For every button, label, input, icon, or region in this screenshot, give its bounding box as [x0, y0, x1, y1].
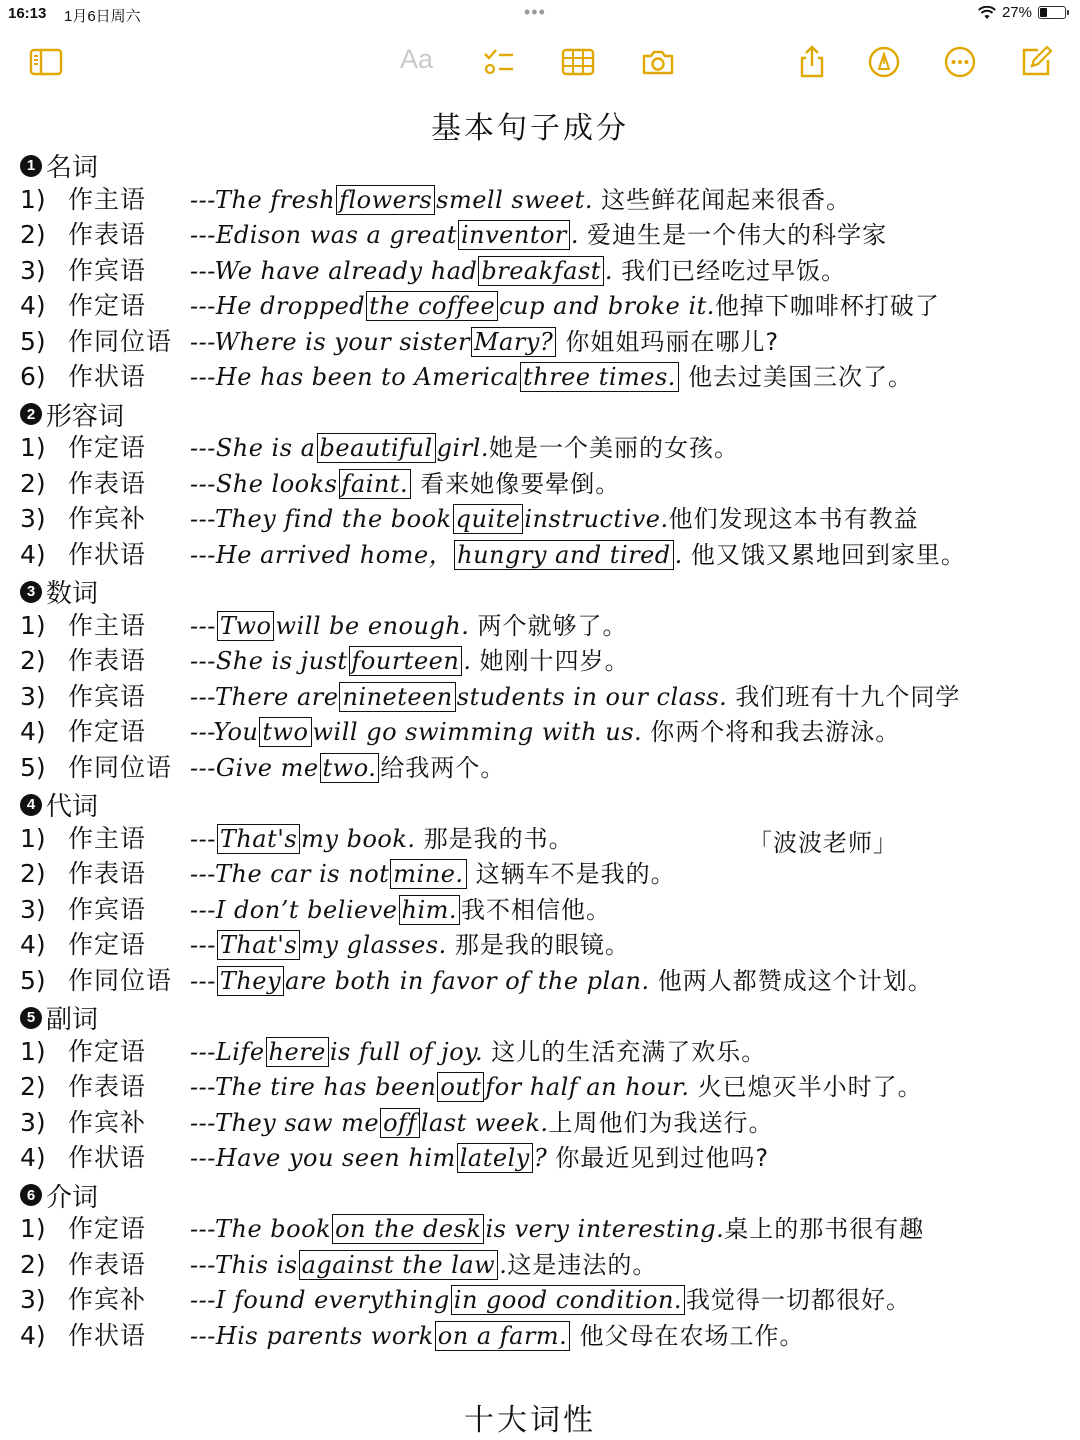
row-index: 2): [20, 646, 46, 675]
row-index: 1): [20, 1214, 46, 1243]
highlighted-word: him.: [399, 895, 461, 925]
example-sentence: [190, 715, 900, 749]
grammar-role: 作表语: [68, 646, 147, 675]
row-index: 2): [20, 859, 46, 888]
sentence-prefix: ---The tire has been: [190, 1073, 437, 1101]
grammar-role: 作表语: [68, 1072, 147, 1101]
highlighted-word: breakfast: [478, 256, 604, 286]
row-index: 5): [20, 326, 46, 356]
example-row: [20, 857, 1060, 891]
grammar-role: 作定语: [68, 1214, 147, 1243]
chinese-translation: 他去过美国三次了。: [688, 363, 914, 391]
example-row: [20, 1283, 1060, 1317]
highlighted-word: on a farm.: [435, 1321, 571, 1351]
example-sentence: [190, 1319, 804, 1353]
sentence-suffix: .: [674, 540, 691, 569]
example-row: [20, 1319, 1060, 1353]
highlighted-word: two: [259, 717, 311, 747]
example-sentence: [190, 289, 940, 323]
chinese-translation: 他们发现这本书有教益: [668, 505, 919, 533]
chinese-translation: 看来她像要晕倒。: [420, 469, 621, 498]
example-sentence: [190, 502, 919, 536]
grammar-role: 作主语: [68, 184, 147, 214]
highlighted-word: off: [380, 1108, 420, 1138]
example-sentence: [190, 1035, 766, 1069]
highlighted-word: That's: [217, 930, 300, 960]
example-row: [20, 183, 1060, 217]
pen-tip-icon: [866, 44, 902, 80]
sentence-prefix: ---You: [190, 718, 259, 746]
sentence-prefix: ---There are: [190, 682, 339, 711]
grammar-role: 作状语: [68, 539, 147, 569]
sentence-suffix: cup and broke it.: [499, 292, 715, 320]
chinese-translation: 那是我的书。: [423, 824, 574, 853]
example-row: [20, 928, 1060, 962]
highlighted-word: on the desk: [332, 1214, 484, 1244]
highlighted-word: flowers: [336, 185, 435, 215]
highlighted-word: out: [437, 1072, 484, 1102]
row-index: 3): [20, 255, 46, 285]
example-row: [20, 1212, 1060, 1246]
highlighted-word: They: [217, 966, 284, 996]
compose-button[interactable]: [1016, 42, 1056, 82]
example-sentence: [190, 893, 611, 927]
chinese-translation: 他父母在农场工作。: [579, 1321, 805, 1350]
sentence-prefix: ---: [190, 824, 216, 853]
chinese-translation: 我觉得一切都很好。: [686, 1286, 912, 1314]
sentence-prefix: ---His parents work: [190, 1321, 434, 1350]
grammar-role: 作定语: [68, 291, 147, 320]
example-sentence: [190, 644, 630, 678]
row-index: 5): [20, 965, 46, 995]
row-index: 1): [20, 610, 46, 640]
example-row: [20, 1141, 1060, 1175]
example-row: [20, 467, 1060, 501]
status-time: 16:13: [8, 5, 47, 22]
row-index: 4): [20, 291, 46, 320]
section-heading: [20, 786, 98, 823]
wifi-icon: [978, 6, 996, 20]
example-sentence: [190, 218, 887, 252]
multitasking-dots[interactable]: •••: [524, 2, 546, 22]
highlighted-word: nineteen: [339, 682, 455, 712]
camera-button[interactable]: [638, 42, 678, 82]
example-row: [20, 822, 1060, 856]
chinese-translation: 这儿的生活充满了欢乐。: [491, 1037, 767, 1066]
grammar-role: 作定语: [68, 433, 147, 462]
section-heading: [20, 396, 124, 433]
sentence-suffix: last week.: [420, 1108, 549, 1137]
example-sentence: [190, 1106, 774, 1140]
example-sentence: [190, 1070, 923, 1104]
sentence-prefix: ---Give me: [190, 753, 319, 782]
row-index: 6): [20, 362, 46, 391]
row-index: 4): [20, 930, 46, 959]
grammar-role: 作定语: [68, 930, 147, 959]
battery-icon: [1038, 6, 1066, 19]
example-sentence: [190, 183, 851, 217]
row-index: 1): [20, 823, 46, 853]
sentence-prefix: ---Have you seen him: [190, 1144, 456, 1172]
grammar-role: 作状语: [68, 1320, 147, 1350]
sentence-suffix: students in our class.: [456, 682, 736, 711]
sentence-prefix: ---We have already had: [190, 256, 478, 285]
example-sentence: [190, 1248, 657, 1282]
sentence-prefix: ---He dropped: [190, 292, 366, 320]
highlighted-word: lately: [457, 1143, 533, 1173]
highlighted-word: Two: [217, 611, 275, 641]
notes-toolbar: [0, 36, 1080, 86]
markup-button[interactable]: [864, 42, 904, 82]
highlighted-word: That's: [217, 824, 300, 854]
sentence-suffix: my book.: [301, 824, 424, 853]
row-index: 4): [20, 1320, 46, 1350]
chinese-translation: 上周他们为我送行。: [548, 1108, 774, 1137]
compose-icon: [1018, 44, 1054, 80]
example-row: [20, 715, 1060, 749]
section-title: 副词: [46, 1005, 99, 1035]
grammar-role: 作宾语: [68, 681, 147, 711]
example-row: [20, 360, 1060, 394]
status-date: 1月6日周六: [64, 8, 141, 25]
sidebar-toggle-button[interactable]: [26, 42, 66, 82]
sentence-suffix: .: [463, 647, 480, 675]
more-icon: [942, 44, 978, 80]
grammar-role: 作同位语: [68, 326, 173, 356]
sidebar-icon: [28, 44, 64, 80]
format-button[interactable]: Aa: [400, 44, 434, 74]
row-index: 3): [20, 504, 46, 533]
share-button[interactable]: [792, 42, 832, 82]
grammar-role: 作宾补: [68, 1285, 147, 1314]
section-number: 4: [20, 794, 42, 816]
sentence-suffix: [468, 860, 476, 888]
grammar-role: 作定语: [68, 717, 147, 746]
sentence-suffix: .: [499, 1250, 508, 1279]
checklist-icon: [480, 44, 516, 80]
table-button[interactable]: [558, 42, 598, 82]
grammar-role: 作定语: [68, 1036, 147, 1066]
chinese-translation: 她刚十四岁。: [479, 647, 630, 675]
example-row: [20, 1035, 1060, 1069]
more-button[interactable]: [940, 42, 980, 82]
section-title: 数词: [46, 579, 99, 609]
sentence-prefix: ---He has been to America: [190, 363, 520, 391]
row-index: 3): [20, 1107, 46, 1137]
sentence-prefix: ---He arrived home，: [190, 540, 454, 569]
grammar-role: 作状语: [68, 362, 147, 391]
next-heading: 十大词性: [464, 1403, 596, 1438]
chinese-translation: 火已熄灭半小时了。: [697, 1073, 923, 1101]
example-sentence: [190, 1212, 924, 1246]
chinese-translation: 他两人都赞成这个计划。: [657, 966, 933, 995]
highlighted-word: three times.: [520, 362, 679, 392]
note-title: 基本句子成分: [431, 111, 629, 146]
sentence-suffix: .: [604, 256, 622, 285]
example-row: [20, 1070, 1060, 1104]
chinese-translation: 那是我的眼镜。: [454, 931, 630, 959]
highlighted-word: beautiful: [317, 433, 436, 463]
example-row: [20, 1248, 1060, 1282]
example-row: [20, 964, 1060, 998]
section-heading: [20, 999, 98, 1036]
sentence-suffix: for half an hour.: [485, 1073, 698, 1101]
sentence-suffix: .: [570, 221, 588, 249]
section-title: 代词: [46, 792, 99, 822]
section-title: 介词: [46, 1182, 99, 1213]
example-row: [20, 644, 1060, 678]
sentence-suffix: will go swimming with us.: [312, 718, 651, 746]
grammar-role: 作主语: [68, 823, 147, 853]
sentence-prefix: ---The book: [190, 1215, 332, 1243]
example-sentence: [190, 431, 739, 465]
example-sentence: [190, 964, 933, 998]
row-index: 4): [20, 539, 46, 569]
row-index: 1): [20, 184, 46, 214]
grammar-role: 作同位语: [68, 752, 173, 782]
grammar-role: 作表语: [68, 1249, 147, 1279]
example-sentence: [190, 1283, 911, 1317]
example-row: [20, 893, 1060, 927]
row-index: 4): [20, 1143, 46, 1172]
sentence-prefix: ---She looks: [190, 469, 338, 498]
battery-percent: 27%: [1001, 4, 1032, 21]
highlighted-word: quite: [453, 504, 524, 534]
example-sentence: [190, 325, 779, 359]
sentence-suffix: will be enough.: [275, 611, 478, 640]
highlighted-word: fourteen: [349, 646, 463, 676]
row-index: 1): [20, 433, 46, 462]
row-index: 3): [20, 1285, 46, 1314]
grammar-role: 作表语: [68, 220, 147, 249]
chinese-translation: 这些鲜花闻起来很香。: [601, 185, 852, 214]
example-sentence: [190, 360, 913, 394]
sentence-suffix: smell sweet.: [436, 185, 602, 214]
grammar-role: 作宾语: [68, 255, 147, 285]
section-heading: [20, 147, 98, 184]
example-row: [20, 218, 1060, 252]
chinese-translation: 你最近见到过他吗?: [555, 1144, 770, 1172]
sentence-prefix: ---They find the book: [190, 505, 452, 533]
grammar-role: 作宾补: [68, 1107, 147, 1137]
section-number: 1: [20, 155, 42, 177]
chinese-translation: 我们班有十九个同学: [735, 682, 961, 711]
sentence-prefix: ---She is a: [190, 434, 316, 462]
sentence-prefix: ---I found everything: [190, 1286, 450, 1314]
sentence-suffix: [680, 363, 688, 391]
chinese-translation: 这辆车不是我的。: [475, 860, 676, 888]
chinese-translation: 给我两个。: [380, 753, 506, 782]
sentence-prefix: ---The fresh: [190, 185, 336, 214]
grammar-role: 作主语: [68, 610, 147, 640]
row-index: 2): [20, 468, 46, 498]
example-row: [20, 1106, 1060, 1140]
highlighted-word: inventor: [458, 220, 570, 250]
section-number: 6: [20, 1184, 42, 1206]
row-index: 2): [20, 1072, 46, 1101]
sentence-prefix: ---: [190, 966, 216, 995]
chinese-translation: 两个就够了。: [477, 611, 628, 640]
highlighted-word: faint.: [339, 469, 412, 499]
sentence-suffix: ?: [533, 1144, 556, 1172]
sentence-prefix: ---The car is not: [190, 860, 390, 888]
example-row: [20, 680, 1060, 714]
chinese-translation: 她是一个美丽的女孩。: [489, 434, 739, 462]
sentence-suffix: girl.: [436, 434, 489, 462]
sentence-prefix: ---Where is your sister: [190, 327, 470, 356]
row-index: 3): [20, 894, 46, 924]
sentence-prefix: ---Life: [190, 1037, 265, 1066]
highlighted-word: Mary?: [471, 327, 556, 357]
highlighted-word: two.: [320, 753, 380, 783]
example-sentence: [190, 467, 620, 501]
example-sentence: [190, 680, 960, 714]
sentence-prefix: ---They saw me: [190, 1108, 380, 1137]
chinese-translation: 这是违法的。: [507, 1250, 658, 1279]
row-index: 4): [20, 717, 46, 746]
table-icon: [560, 44, 596, 80]
grammar-role: 作表语: [68, 859, 147, 888]
row-index: 1): [20, 1036, 46, 1066]
example-sentence: [190, 538, 966, 572]
example-row: [20, 289, 1060, 323]
example-row: [20, 538, 1060, 572]
grammar-role: 作宾语: [68, 894, 147, 924]
sentence-suffix: is very interesting.: [485, 1215, 725, 1243]
grammar-role: 作同位语: [68, 965, 173, 995]
example-row: [20, 325, 1060, 359]
section-heading: [20, 1177, 98, 1214]
sentence-prefix: ---She is just: [190, 647, 348, 675]
chinese-translation: 爱迪生是一个伟大的科学家: [587, 221, 888, 249]
example-sentence: [190, 609, 628, 643]
highlighted-word: hungry and tired: [454, 540, 674, 570]
row-index: 2): [20, 220, 46, 249]
row-index: 3): [20, 681, 46, 711]
sentence-prefix: ---: [190, 611, 216, 640]
section-number: 5: [20, 1007, 42, 1029]
chinese-translation: 你两个将和我去游泳。: [650, 718, 901, 746]
section-number: 3: [20, 581, 42, 603]
highlighted-word: against the law: [299, 1250, 499, 1280]
status-bar: [0, 0, 1080, 30]
section-number: 2: [20, 403, 42, 425]
sentence-suffix: are both in favor of the plan.: [285, 966, 658, 995]
sentence-suffix: is full of joy.: [329, 1037, 492, 1066]
example-row: [20, 254, 1060, 288]
grammar-role: 作宾补: [68, 504, 147, 533]
sentence-prefix: ---Edison was a great: [190, 221, 457, 249]
chinese-translation: 桌上的那书很有趣: [724, 1215, 925, 1243]
example-sentence: [190, 822, 574, 856]
section-heading: [20, 573, 98, 610]
highlighted-word: here: [266, 1037, 329, 1067]
camera-icon: [640, 44, 676, 80]
example-row: [20, 609, 1060, 643]
sentence-prefix: ---: [190, 931, 216, 959]
status-right: [978, 4, 1066, 21]
chinese-translation: 你姐姐玛丽在哪儿?: [565, 327, 780, 356]
example-sentence: [190, 1141, 769, 1175]
chinese-translation: 他掉下咖啡杯打破了: [714, 292, 940, 320]
section-title: 名词: [46, 153, 99, 183]
highlighted-word: mine.: [390, 859, 466, 889]
chinese-translation: 我不相信他。: [461, 895, 612, 924]
grammar-role: 作状语: [68, 1143, 147, 1172]
example-sentence: [190, 751, 505, 785]
example-row: [20, 751, 1060, 785]
chinese-translation: 他又饿又累地回到家里。: [690, 540, 966, 569]
example-sentence: [190, 857, 676, 891]
sentence-suffix: my glasses.: [301, 931, 455, 959]
example-sentence: [190, 928, 630, 962]
highlighted-word: the coffee: [366, 291, 498, 321]
row-index: 5): [20, 752, 46, 782]
grammar-role: 作表语: [68, 468, 147, 498]
example-sentence: [190, 254, 846, 288]
sentence-suffix: instructive.: [524, 505, 669, 533]
section-title: 形容词: [46, 401, 125, 432]
chinese-translation: 我们已经吃过早饭。: [621, 256, 847, 285]
sentence-prefix: ---This is: [190, 1250, 298, 1279]
highlighted-word: in good condition.: [451, 1285, 685, 1315]
example-row: [20, 502, 1060, 536]
sentence-prefix: ---I don’t believe: [190, 895, 398, 924]
example-row: [20, 431, 1060, 465]
row-index: 2): [20, 1249, 46, 1279]
share-icon: [794, 44, 830, 80]
signature-text: 「波波老师」: [748, 829, 898, 857]
checklist-button[interactable]: [478, 42, 518, 82]
